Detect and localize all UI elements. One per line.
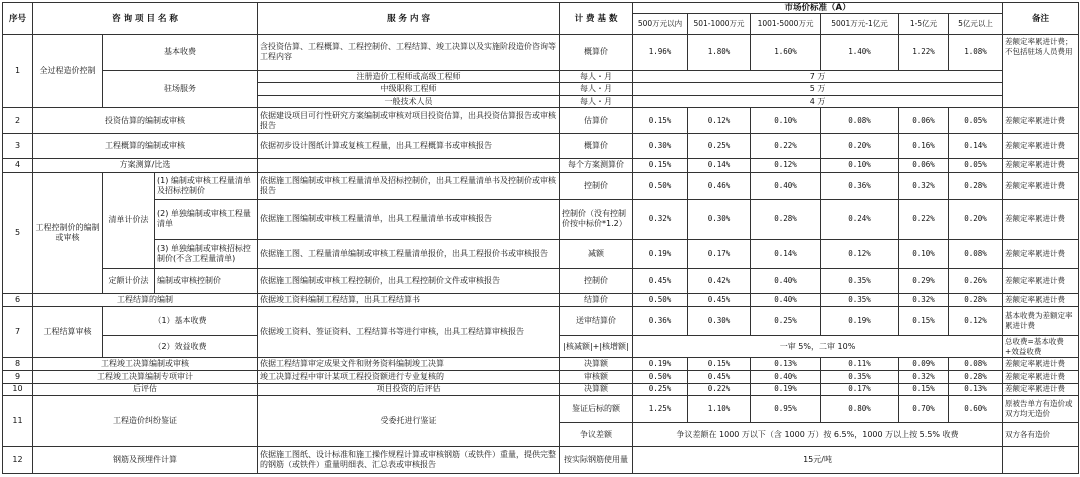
tier-header: 5亿元以上 [949, 14, 1003, 35]
sub-item-name: (1) 编制或审核工程量清单及招标控制价 [155, 172, 258, 199]
rate-cell: 0.17% [821, 383, 899, 396]
rate-cell: 0.40% [751, 294, 821, 307]
row-no: 1 [3, 35, 33, 108]
remark-cell: 差额定率累进计费 [1003, 133, 1079, 158]
tier-header: 1-5亿元 [899, 14, 949, 35]
remark-cell: 双方各有造价 [1003, 423, 1079, 446]
rate-cell: 0.12% [949, 306, 1003, 335]
rate-cell: 0.09% [899, 358, 949, 371]
rate-cell: 0.28% [751, 199, 821, 239]
rate-cell: 0.36% [633, 306, 688, 335]
remark-cell: 差额定率累进计费；不包括驻场人员费用 [1003, 35, 1079, 108]
item-name: 工程概算的编制或审核 [33, 133, 258, 158]
row-no: 9 [3, 370, 33, 383]
row-no: 3 [3, 133, 33, 158]
service-content: 依据施工图纸、设计标准和施工操作规程计算或审核钢筋（或铁件）重量，提供完整的钢筋（或铁件）重量明细表、汇总表或审核报告 [258, 446, 560, 473]
fee-base: 鉴证后标的额 [560, 396, 633, 423]
rate-cell: 0.14% [688, 158, 751, 172]
rate-cell: 0.32% [633, 199, 688, 239]
item-name: 工程结算审核 [33, 306, 103, 357]
remark-cell: 差额定率累进计费 [1003, 370, 1079, 383]
rate-cell: 0.50% [633, 172, 688, 199]
rate-cell: 0.95% [751, 396, 821, 423]
fee-base: 决算额 [560, 358, 633, 371]
rate-cell: 0.29% [899, 269, 949, 294]
table-row [3, 358, 1079, 371]
item-name: 钢筋及预埋件计算 [33, 446, 258, 473]
fee-base: 每人・月 [560, 95, 633, 108]
remark-cell: 差额定率累进计费 [1003, 358, 1079, 371]
staff-fee: 5 万 [633, 83, 1003, 96]
rate-cell: 0.35% [821, 370, 899, 383]
fee-base: 减额 [560, 239, 633, 268]
table-row [3, 269, 1079, 294]
method-name: 定额计价法 [103, 269, 155, 294]
fee-base: 每人・月 [560, 83, 633, 96]
rate-cell: 0.32% [899, 294, 949, 307]
rate-cell: 1.22% [899, 35, 949, 71]
fee-base: 概算价 [560, 35, 633, 71]
sub-item-name: 基本收费 [103, 35, 258, 71]
rate-cell: 0.11% [821, 358, 899, 371]
rate-cell: 0.60% [949, 396, 1003, 423]
rate-cell: 0.20% [949, 199, 1003, 239]
table-row [3, 370, 1079, 383]
rate-cell: 0.15% [633, 158, 688, 172]
table-row [3, 294, 1079, 307]
tier-header: 500万元以内 [633, 14, 688, 35]
staff-role: 注册造价工程师或高级工程师 [258, 70, 560, 83]
rate-cell: 0.20% [821, 133, 899, 158]
rate-cell: 0.25% [633, 383, 688, 396]
rate-cell: 0.35% [821, 294, 899, 307]
row-no: 11 [3, 396, 33, 446]
rate-cell: 0.80% [821, 396, 899, 423]
table-row [3, 108, 1079, 133]
row-no: 10 [3, 383, 33, 396]
service-content: 依据初步设计图纸计算或复核工程量，出具工程概算书或审核报告 [258, 133, 560, 158]
item-name: 工程造价纠纷鉴证 [33, 396, 258, 446]
header-remark: 备注 [1003, 3, 1079, 35]
rate-cell: 0.45% [633, 269, 688, 294]
rate-cell: 0.15% [688, 358, 751, 371]
staff-fee: 7 万 [633, 70, 1003, 83]
row-no: 8 [3, 358, 33, 371]
item-name: 方案测算/比选 [33, 158, 258, 172]
sub-item-name: 驻场服务 [103, 70, 258, 108]
rate-cell: 0.14% [751, 239, 821, 268]
rate-cell: 0.19% [751, 383, 821, 396]
table-row [3, 306, 1079, 335]
fee-base: 概算价 [560, 133, 633, 158]
service-content: 项目投资的后评估 [258, 383, 560, 396]
fee-base: 每个方案测算价 [560, 158, 633, 172]
rate-cell: 0.24% [821, 199, 899, 239]
remark-cell: 差额定率累进计费 [1003, 294, 1079, 307]
rate-cell: 0.30% [688, 199, 751, 239]
fee-base: 送审结算价 [560, 306, 633, 335]
table-row [3, 172, 1079, 199]
rate-cell: 0.05% [949, 108, 1003, 133]
rate-cell: 0.14% [949, 133, 1003, 158]
fee-base: 控制价（没有控制价按中标价*1.2） [560, 199, 633, 239]
staff-role: 一般技术人员 [258, 95, 560, 108]
service-content: 依据施工图、工程量清单编制或审核工程量清单报价，出具工程报价书或审核报告 [258, 239, 560, 268]
header-market-price: 市场价标准（A） [633, 3, 1003, 14]
fee-base: 决算额 [560, 383, 633, 396]
rate-cell: 0.30% [633, 133, 688, 158]
item-name: 后评估 [33, 383, 258, 396]
rate-cell: 0.32% [899, 172, 949, 199]
rate-cell: 0.10% [899, 239, 949, 268]
remark-cell: 差额定率累进计费 [1003, 199, 1079, 239]
remark-cell: 差额定率累进计费 [1003, 383, 1079, 396]
row-no: 7 [3, 306, 33, 357]
table-row [3, 70, 1079, 83]
service-content: 依据竣工资料、签证资料、工程结算书等进行审核，出具工程结算审核报告 [258, 306, 560, 357]
method-name: 清单计价法 [103, 172, 155, 269]
rate-cell: 0.40% [751, 269, 821, 294]
table-row [3, 239, 1079, 268]
fee-base: 控制价 [560, 172, 633, 199]
rate-cell: 0.06% [899, 108, 949, 133]
fee-base: 审核额 [560, 370, 633, 383]
rate-cell: 0.25% [688, 133, 751, 158]
item-name: 工程竣工决算编制或审核 [33, 358, 258, 371]
rebar-fee: 15元/吨 [633, 446, 1003, 473]
service-content: 竣工决算过程中审计某项工程投资额进行专业复核的 [258, 370, 560, 383]
rate-cell: 0.50% [633, 370, 688, 383]
fee-base: 争议差额 [560, 423, 633, 446]
rate-cell: 1.80% [688, 35, 751, 71]
row-no: 12 [3, 446, 33, 473]
fee-base: 估算价 [560, 108, 633, 133]
remark-cell: 差额定率累进计费 [1003, 269, 1079, 294]
service-content: 依据施工图编制或审核工程量清单，出具工程量清单书或审核报告 [258, 199, 560, 239]
item-name: 全过程造价控制 [33, 35, 103, 108]
service-content: 依据施工图编制或审核工程控制价，出具工程控制价文件或审核报告 [258, 269, 560, 294]
remark-cell: 基本收费为差额定率累进计费 [1003, 306, 1079, 335]
service-content-empty [258, 158, 560, 172]
fee-base: 按实际钢筋使用量 [560, 446, 633, 473]
header-service-content: 服 务 内 容 [258, 3, 560, 35]
rate-cell: 0.13% [751, 358, 821, 371]
item-name: 工程竣工决算编制专项审计 [33, 370, 258, 383]
service-content: 依据竣工资料编制工程结算，出具工程结算书 [258, 294, 560, 307]
tier-header: 5001万元-1亿元 [821, 14, 899, 35]
table-row [3, 383, 1079, 396]
rate-cell: 0.12% [821, 239, 899, 268]
remark-cell: 总收费=基本收费+效益收费 [1003, 336, 1079, 358]
rate-cell: 0.45% [688, 294, 751, 307]
rate-cell: 1.10% [688, 396, 751, 423]
rate-cell: 0.46% [688, 172, 751, 199]
sub-item-name: （2）效益收费 [103, 336, 258, 358]
rate-cell: 0.28% [949, 172, 1003, 199]
rate-cell: 0.45% [688, 370, 751, 383]
table-row [3, 133, 1079, 158]
item-name: 投资估算的编制或审核 [33, 108, 258, 133]
rate-cell: 0.12% [688, 108, 751, 133]
remark-cell: 差额定率累进计费 [1003, 239, 1079, 268]
tier-header: 1001-5000万元 [751, 14, 821, 35]
item-name: 工程结算的编制 [33, 294, 258, 307]
service-content: 含投资估算、工程概算、工程控制价、工程结算、竣工决算以及实施阶段造价咨询等工程内容 [258, 35, 560, 71]
rate-cell: 0.15% [899, 306, 949, 335]
dispute-fee: 争议差额在 1000 万以下（含 1000 万）按 6.5%，1000 万以上按 5.5% 收费 [633, 423, 1003, 446]
header-fee-base: 计 费 基 数 [560, 3, 633, 35]
fee-base: 结算价 [560, 294, 633, 307]
row-no: 6 [3, 294, 33, 307]
rate-cell: 0.26% [949, 269, 1003, 294]
tier-header: 501-1000万元 [688, 14, 751, 35]
fee-base: |核减额|+|核增额| [560, 336, 633, 358]
service-content: 受委托进行鉴证 [258, 396, 560, 446]
rate-cell: 1.08% [949, 35, 1003, 71]
rate-cell: 0.28% [949, 370, 1003, 383]
rate-cell: 0.30% [688, 306, 751, 335]
rate-cell: 1.40% [821, 35, 899, 71]
row-no: 2 [3, 108, 33, 133]
rate-cell: 0.19% [633, 358, 688, 371]
rate-cell: 0.50% [633, 294, 688, 307]
perf-fee: 一审 5%，二审 10% [633, 336, 1003, 358]
fee-base: 每人・月 [560, 70, 633, 83]
service-content: 依据工程结算审定成果文件和财务资料编制竣工决算 [258, 358, 560, 371]
row-no: 4 [3, 158, 33, 172]
staff-fee: 4 万 [633, 95, 1003, 108]
remark-cell: 原被告单方有造价或双方均无造价 [1003, 396, 1079, 423]
remark-cell: 差额定率累进计费 [1003, 158, 1079, 172]
rate-cell: 0.17% [688, 239, 751, 268]
sub-item-name: (3) 单独编制或审核招标控制价(不含工程量清单) [155, 239, 258, 268]
row-no: 5 [3, 172, 33, 294]
rate-cell: 0.36% [821, 172, 899, 199]
rate-cell: 0.19% [633, 239, 688, 268]
table-row [3, 199, 1079, 239]
rate-cell: 1.60% [751, 35, 821, 71]
rate-cell: 0.40% [751, 172, 821, 199]
rate-cell: 0.12% [751, 158, 821, 172]
rate-cell: 0.08% [949, 239, 1003, 268]
rate-cell: 0.15% [633, 108, 688, 133]
header-item-name: 咨 询 项 目 名 称 [33, 3, 258, 35]
rate-cell: 1.96% [633, 35, 688, 71]
sub-item-name: (2) 单独编制或审核工程量清单 [155, 199, 258, 239]
rate-cell: 0.05% [949, 158, 1003, 172]
rate-cell: 0.22% [899, 199, 949, 239]
remark-cell: 差额定率累进计费 [1003, 172, 1079, 199]
rate-cell: 0.22% [751, 133, 821, 158]
table-row [3, 35, 1079, 71]
rate-cell: 0.08% [949, 358, 1003, 371]
service-content: 依据建设项目可行性研究方案编制或审核对项目投资估算，出具投资估算报告或审核报告 [258, 108, 560, 133]
remark-cell: 差额定率累进计费 [1003, 108, 1079, 133]
fee-standard-table [2, 2, 1079, 474]
rate-cell: 0.19% [821, 306, 899, 335]
item-name: 工程控制价的编制或审核 [33, 172, 103, 294]
rate-cell: 0.42% [688, 269, 751, 294]
rate-cell: 0.10% [751, 108, 821, 133]
table-row [3, 446, 1079, 473]
table-row [3, 158, 1079, 172]
rate-cell: 0.70% [899, 396, 949, 423]
rate-cell: 0.22% [688, 383, 751, 396]
rate-cell: 1.25% [633, 396, 688, 423]
rate-cell: 0.13% [949, 383, 1003, 396]
remark-cell-empty [1003, 446, 1079, 473]
service-content: 依据施工图编制或审核工程量清单及招标控制价，出具工程量清单书及控制价或审核报告 [258, 172, 560, 199]
rate-cell: 0.25% [751, 306, 821, 335]
table-row [3, 396, 1079, 423]
staff-role: 中级职称工程师 [258, 83, 560, 96]
rate-cell: 0.10% [821, 158, 899, 172]
rate-cell: 0.35% [821, 269, 899, 294]
fee-base: 控制价 [560, 269, 633, 294]
rate-cell: 0.32% [899, 370, 949, 383]
header-no: 序号 [3, 3, 33, 35]
rate-cell: 0.08% [821, 108, 899, 133]
rate-cell: 0.16% [899, 133, 949, 158]
rate-cell: 0.28% [949, 294, 1003, 307]
sub-item-name: （1）基本收费 [103, 306, 258, 335]
rate-cell: 0.06% [899, 158, 949, 172]
rate-cell: 0.40% [751, 370, 821, 383]
sub-item-name: 编制或审核控制价 [155, 269, 258, 294]
rate-cell: 0.15% [899, 383, 949, 396]
